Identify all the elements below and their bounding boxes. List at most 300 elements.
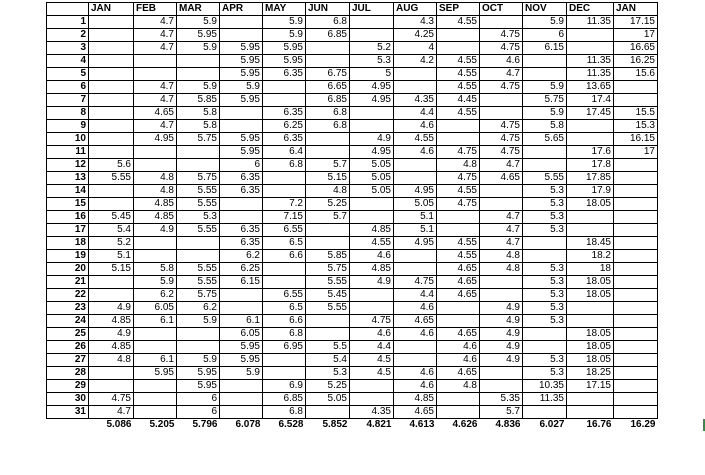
- price-cell[interactable]: 5.9: [263, 16, 306, 29]
- price-cell[interactable]: 18.05: [567, 354, 614, 367]
- price-cell[interactable]: [220, 406, 263, 419]
- price-cell[interactable]: [567, 224, 614, 237]
- price-cell[interactable]: [177, 159, 220, 172]
- price-cell[interactable]: 4.25: [394, 29, 437, 42]
- price-cell[interactable]: 17.15: [567, 380, 614, 393]
- day-label[interactable]: 7: [47, 94, 89, 107]
- price-cell[interactable]: [614, 328, 658, 341]
- price-cell[interactable]: [567, 120, 614, 133]
- price-cell[interactable]: 4.75: [394, 276, 437, 289]
- price-cell[interactable]: [394, 250, 437, 263]
- price-cell[interactable]: 4.55: [437, 250, 480, 263]
- price-cell[interactable]: 4.7: [480, 211, 523, 224]
- price-cell[interactable]: 5.9: [523, 81, 567, 94]
- price-cell[interactable]: 5.95: [220, 94, 263, 107]
- price-cell[interactable]: 4.65: [394, 315, 437, 328]
- price-cell[interactable]: 5.05: [350, 159, 394, 172]
- price-cell[interactable]: 4.85: [89, 341, 134, 354]
- price-cell[interactable]: 4: [394, 42, 437, 55]
- price-cell[interactable]: [220, 211, 263, 224]
- price-cell[interactable]: 4.75: [480, 29, 523, 42]
- price-cell[interactable]: 15.3: [614, 120, 658, 133]
- price-cell[interactable]: [614, 224, 658, 237]
- price-cell[interactable]: [220, 198, 263, 211]
- month-header[interactable]: JAN: [614, 3, 658, 16]
- price-cell[interactable]: 6.5: [263, 237, 306, 250]
- price-cell[interactable]: 5.3: [523, 354, 567, 367]
- price-cell[interactable]: [350, 289, 394, 302]
- day-label[interactable]: 15: [47, 198, 89, 211]
- price-cell[interactable]: [306, 133, 350, 146]
- price-cell[interactable]: 18: [567, 263, 614, 276]
- price-cell[interactable]: [614, 94, 658, 107]
- price-cell[interactable]: [394, 354, 437, 367]
- price-cell[interactable]: 4.55: [437, 81, 480, 94]
- price-cell[interactable]: 6: [523, 29, 567, 42]
- price-cell[interactable]: [614, 406, 658, 419]
- price-cell[interactable]: 18.05: [567, 276, 614, 289]
- price-cell[interactable]: 4.8: [480, 263, 523, 276]
- price-cell[interactable]: 5.3: [177, 211, 220, 224]
- day-label[interactable]: 21: [47, 276, 89, 289]
- price-cell[interactable]: [437, 393, 480, 406]
- price-cell[interactable]: 5.15: [89, 263, 134, 276]
- price-cell[interactable]: 5.95: [220, 354, 263, 367]
- price-cell[interactable]: [437, 406, 480, 419]
- price-cell[interactable]: [567, 42, 614, 55]
- price-cell[interactable]: 5.55: [177, 224, 220, 237]
- price-cell[interactable]: 17.45: [567, 107, 614, 120]
- price-cell[interactable]: [394, 263, 437, 276]
- monthly-average[interactable]: 16.29: [630, 419, 656, 431]
- price-cell[interactable]: 4.5: [350, 367, 394, 380]
- price-cell[interactable]: [614, 276, 658, 289]
- price-cell[interactable]: 6.4: [263, 146, 306, 159]
- price-cell[interactable]: [567, 315, 614, 328]
- price-cell[interactable]: 6.35: [263, 107, 306, 120]
- price-cell[interactable]: 5.55: [177, 198, 220, 211]
- price-cell[interactable]: [480, 367, 523, 380]
- price-cell[interactable]: 6.2: [220, 250, 263, 263]
- day-label[interactable]: 22: [47, 289, 89, 302]
- month-header[interactable]: OCT: [480, 3, 523, 16]
- price-cell[interactable]: 4.75: [480, 120, 523, 133]
- month-header[interactable]: FEB: [134, 3, 177, 16]
- price-cell[interactable]: 5.55: [177, 263, 220, 276]
- price-cell[interactable]: [306, 42, 350, 55]
- price-cell[interactable]: [437, 315, 480, 328]
- price-cell[interactable]: 5.05: [306, 393, 350, 406]
- day-label[interactable]: 6: [47, 81, 89, 94]
- price-cell[interactable]: 6.35: [220, 237, 263, 250]
- price-cell[interactable]: [480, 94, 523, 107]
- price-cell[interactable]: 5.25: [306, 380, 350, 393]
- price-cell[interactable]: [437, 120, 480, 133]
- price-cell[interactable]: 5.3: [523, 276, 567, 289]
- price-cell[interactable]: 5.95: [134, 367, 177, 380]
- price-cell[interactable]: 15.6: [614, 68, 658, 81]
- price-cell[interactable]: 5.3: [523, 263, 567, 276]
- price-cell[interactable]: 5.15: [306, 172, 350, 185]
- price-cell[interactable]: [614, 185, 658, 198]
- price-cell[interactable]: [350, 29, 394, 42]
- price-cell[interactable]: [306, 328, 350, 341]
- day-label[interactable]: 28: [47, 367, 89, 380]
- price-cell[interactable]: [614, 354, 658, 367]
- price-cell[interactable]: 17.6: [567, 146, 614, 159]
- day-label[interactable]: 19: [47, 250, 89, 263]
- price-cell[interactable]: 4.9: [480, 315, 523, 328]
- price-cell[interactable]: 4.9: [89, 302, 134, 315]
- price-cell[interactable]: 6.05: [220, 328, 263, 341]
- price-cell[interactable]: 4.55: [437, 237, 480, 250]
- price-cell[interactable]: 4.65: [437, 328, 480, 341]
- price-cell[interactable]: 5.95: [177, 367, 220, 380]
- price-cell[interactable]: [89, 276, 134, 289]
- price-cell[interactable]: [614, 159, 658, 172]
- price-cell[interactable]: [306, 146, 350, 159]
- price-cell[interactable]: 5.9: [177, 42, 220, 55]
- price-cell[interactable]: 5.45: [89, 211, 134, 224]
- price-cell[interactable]: [89, 198, 134, 211]
- monthly-average[interactable]: 6.078: [235, 419, 261, 431]
- price-cell[interactable]: [350, 16, 394, 29]
- price-cell[interactable]: 6: [220, 159, 263, 172]
- price-cell[interactable]: 6.35: [263, 68, 306, 81]
- price-cell[interactable]: [437, 42, 480, 55]
- price-cell[interactable]: 6.85: [263, 393, 306, 406]
- price-cell[interactable]: 4.95: [350, 81, 394, 94]
- price-cell[interactable]: [220, 393, 263, 406]
- day-label[interactable]: 25: [47, 328, 89, 341]
- monthly-average[interactable]: 6.027: [539, 419, 565, 431]
- day-label[interactable]: 17: [47, 224, 89, 237]
- price-cell[interactable]: 4.85: [350, 263, 394, 276]
- price-cell[interactable]: 4.85: [89, 315, 134, 328]
- price-cell[interactable]: 18.05: [567, 328, 614, 341]
- price-cell[interactable]: [177, 237, 220, 250]
- price-cell[interactable]: 4.6: [394, 146, 437, 159]
- price-cell[interactable]: [350, 393, 394, 406]
- monthly-average[interactable]: 4.821: [366, 419, 392, 431]
- price-cell[interactable]: 4.7: [134, 42, 177, 55]
- price-cell[interactable]: [614, 250, 658, 263]
- price-cell[interactable]: 6.9: [263, 380, 306, 393]
- monthly-average[interactable]: 5.086: [106, 419, 132, 431]
- price-cell[interactable]: 4.7: [134, 94, 177, 107]
- price-cell[interactable]: 5.85: [177, 94, 220, 107]
- price-cell[interactable]: 4.55: [437, 55, 480, 68]
- price-cell[interactable]: 4.75: [480, 133, 523, 146]
- price-cell[interactable]: 17: [614, 29, 658, 42]
- price-cell[interactable]: 11.35: [567, 16, 614, 29]
- price-cell[interactable]: [437, 133, 480, 146]
- price-cell[interactable]: [263, 81, 306, 94]
- price-cell[interactable]: 6.1: [134, 315, 177, 328]
- price-cell[interactable]: 4.8: [437, 159, 480, 172]
- price-cell[interactable]: 4.85: [134, 211, 177, 224]
- price-cell[interactable]: 4.7: [134, 120, 177, 133]
- price-cell[interactable]: 4.7: [134, 81, 177, 94]
- price-cell[interactable]: [134, 68, 177, 81]
- price-cell[interactable]: 5.85: [306, 250, 350, 263]
- price-cell[interactable]: [306, 406, 350, 419]
- price-cell[interactable]: 6.85: [306, 94, 350, 107]
- price-cell[interactable]: [306, 55, 350, 68]
- price-cell[interactable]: 5.75: [177, 172, 220, 185]
- price-cell[interactable]: 5.3: [306, 367, 350, 380]
- price-cell[interactable]: [523, 237, 567, 250]
- price-cell[interactable]: [134, 237, 177, 250]
- price-cell[interactable]: [567, 393, 614, 406]
- price-cell[interactable]: 7.2: [263, 198, 306, 211]
- price-cell[interactable]: 16.25: [614, 55, 658, 68]
- price-cell[interactable]: 6.8: [306, 107, 350, 120]
- price-cell[interactable]: 4.85: [350, 224, 394, 237]
- price-cell[interactable]: [480, 276, 523, 289]
- price-cell[interactable]: [480, 198, 523, 211]
- price-cell[interactable]: [89, 42, 134, 55]
- price-cell[interactable]: 4.75: [350, 315, 394, 328]
- price-cell[interactable]: 5.95: [220, 341, 263, 354]
- price-cell[interactable]: [177, 341, 220, 354]
- price-cell[interactable]: [437, 211, 480, 224]
- price-cell[interactable]: 5.4: [89, 224, 134, 237]
- price-cell[interactable]: 5.75: [523, 94, 567, 107]
- price-cell[interactable]: [89, 55, 134, 68]
- price-cell[interactable]: [134, 406, 177, 419]
- price-cell[interactable]: 4.65: [437, 367, 480, 380]
- price-cell[interactable]: [263, 185, 306, 198]
- price-cell[interactable]: 5.1: [89, 250, 134, 263]
- price-cell[interactable]: 4.7: [89, 406, 134, 419]
- price-cell[interactable]: 17.15: [614, 16, 658, 29]
- day-label[interactable]: 11: [47, 146, 89, 159]
- price-cell[interactable]: [523, 250, 567, 263]
- price-cell[interactable]: 5.95: [263, 42, 306, 55]
- price-cell[interactable]: [523, 406, 567, 419]
- price-cell[interactable]: 5.9: [177, 81, 220, 94]
- price-cell[interactable]: [523, 146, 567, 159]
- price-cell[interactable]: [134, 328, 177, 341]
- price-cell[interactable]: 6.8: [263, 328, 306, 341]
- price-cell[interactable]: [394, 341, 437, 354]
- price-cell[interactable]: 5.8: [177, 107, 220, 120]
- price-cell[interactable]: [614, 81, 658, 94]
- price-cell[interactable]: [567, 302, 614, 315]
- price-cell[interactable]: [134, 55, 177, 68]
- day-label[interactable]: 30: [47, 393, 89, 406]
- price-cell[interactable]: [567, 133, 614, 146]
- price-cell[interactable]: 4.65: [480, 172, 523, 185]
- price-cell[interactable]: [89, 185, 134, 198]
- price-cell[interactable]: 4.65: [437, 289, 480, 302]
- month-header[interactable]: SEP: [437, 3, 480, 16]
- day-label[interactable]: 31: [47, 406, 89, 419]
- price-cell[interactable]: 7.15: [263, 211, 306, 224]
- price-cell[interactable]: 5.9: [220, 81, 263, 94]
- price-cell[interactable]: 5.7: [306, 211, 350, 224]
- price-cell[interactable]: 18.05: [567, 289, 614, 302]
- price-cell[interactable]: [350, 211, 394, 224]
- price-cell[interactable]: 5.55: [177, 185, 220, 198]
- price-cell[interactable]: 4.95: [394, 185, 437, 198]
- price-cell[interactable]: 5.05: [350, 172, 394, 185]
- price-cell[interactable]: 11.35: [523, 393, 567, 406]
- price-cell[interactable]: 18.2: [567, 250, 614, 263]
- price-cell[interactable]: [134, 146, 177, 159]
- price-cell[interactable]: 4.75: [89, 393, 134, 406]
- price-cell[interactable]: 4.8: [437, 380, 480, 393]
- price-cell[interactable]: [263, 276, 306, 289]
- price-cell[interactable]: 4.6: [437, 341, 480, 354]
- price-cell[interactable]: [263, 94, 306, 107]
- price-cell[interactable]: 6.1: [134, 354, 177, 367]
- price-cell[interactable]: 5.6: [89, 159, 134, 172]
- price-cell[interactable]: 4.4: [394, 107, 437, 120]
- price-cell[interactable]: [614, 380, 658, 393]
- price-cell[interactable]: 4.9: [134, 224, 177, 237]
- day-label[interactable]: 24: [47, 315, 89, 328]
- price-cell[interactable]: 4.6: [394, 302, 437, 315]
- price-cell[interactable]: 5.95: [220, 68, 263, 81]
- price-cell[interactable]: 5.3: [523, 315, 567, 328]
- price-cell[interactable]: [614, 237, 658, 250]
- price-cell[interactable]: [394, 172, 437, 185]
- price-cell[interactable]: 5.55: [523, 172, 567, 185]
- price-cell[interactable]: 4.65: [437, 276, 480, 289]
- price-cell[interactable]: 5.75: [177, 289, 220, 302]
- price-cell[interactable]: 5.05: [350, 185, 394, 198]
- price-cell[interactable]: [134, 159, 177, 172]
- price-cell[interactable]: 5.8: [523, 120, 567, 133]
- price-cell[interactable]: 5.95: [220, 42, 263, 55]
- day-label[interactable]: 20: [47, 263, 89, 276]
- price-cell[interactable]: 4.75: [480, 81, 523, 94]
- price-cell[interactable]: 4.7: [134, 29, 177, 42]
- price-cell[interactable]: 4.5: [350, 354, 394, 367]
- day-label[interactable]: 29: [47, 380, 89, 393]
- price-cell[interactable]: 4.65: [134, 107, 177, 120]
- price-cell[interactable]: 17: [614, 146, 658, 159]
- price-cell[interactable]: 6.6: [263, 315, 306, 328]
- price-cell[interactable]: 5.9: [523, 107, 567, 120]
- price-cell[interactable]: [614, 263, 658, 276]
- price-cell[interactable]: [394, 159, 437, 172]
- price-cell[interactable]: 4.7: [480, 224, 523, 237]
- day-label[interactable]: 16: [47, 211, 89, 224]
- monthly-average[interactable]: 5.205: [149, 419, 175, 431]
- price-cell[interactable]: [567, 406, 614, 419]
- price-cell[interactable]: [263, 172, 306, 185]
- price-cell[interactable]: 4.95: [134, 133, 177, 146]
- price-cell[interactable]: [220, 107, 263, 120]
- price-cell[interactable]: 5.95: [220, 55, 263, 68]
- price-cell[interactable]: 4.55: [350, 237, 394, 250]
- price-cell[interactable]: [480, 16, 523, 29]
- price-cell[interactable]: [614, 198, 658, 211]
- month-header[interactable]: NOV: [523, 3, 567, 16]
- price-cell[interactable]: 5.3: [523, 224, 567, 237]
- price-cell[interactable]: 6.1: [220, 315, 263, 328]
- price-cell[interactable]: [480, 185, 523, 198]
- price-cell[interactable]: 5.35: [480, 393, 523, 406]
- price-cell[interactable]: [523, 68, 567, 81]
- price-cell[interactable]: 5.55: [177, 276, 220, 289]
- day-label[interactable]: 26: [47, 341, 89, 354]
- price-cell[interactable]: 5.7: [480, 406, 523, 419]
- price-cell[interactable]: [134, 250, 177, 263]
- price-cell[interactable]: [263, 367, 306, 380]
- month-header[interactable]: JUN: [306, 3, 350, 16]
- price-cell[interactable]: 4.65: [437, 263, 480, 276]
- price-cell[interactable]: 6.65: [306, 81, 350, 94]
- price-cell[interactable]: [177, 250, 220, 263]
- price-cell[interactable]: 5.45: [306, 289, 350, 302]
- price-cell[interactable]: 6.5: [263, 302, 306, 315]
- price-cell[interactable]: 4.75: [437, 198, 480, 211]
- price-cell[interactable]: 17.8: [567, 159, 614, 172]
- price-cell[interactable]: 11.35: [567, 68, 614, 81]
- price-cell[interactable]: 5.9: [177, 16, 220, 29]
- monthly-average[interactable]: 5.796: [192, 419, 218, 431]
- price-cell[interactable]: 5.95: [177, 380, 220, 393]
- price-cell[interactable]: [89, 146, 134, 159]
- price-cell[interactable]: 5.9: [177, 315, 220, 328]
- price-cell[interactable]: 4.9: [480, 328, 523, 341]
- day-label[interactable]: 3: [47, 42, 89, 55]
- price-cell[interactable]: [220, 302, 263, 315]
- monthly-average[interactable]: 4.613: [409, 419, 435, 431]
- price-cell[interactable]: [177, 146, 220, 159]
- month-header[interactable]: DEC: [567, 3, 614, 16]
- price-cell[interactable]: 15.5: [614, 107, 658, 120]
- price-cell[interactable]: 4.75: [437, 172, 480, 185]
- price-cell[interactable]: [220, 120, 263, 133]
- price-cell[interactable]: 17.9: [567, 185, 614, 198]
- monthly-average[interactable]: 4.626: [452, 419, 478, 431]
- price-cell[interactable]: 4.8: [306, 185, 350, 198]
- price-cell[interactable]: 4.85: [394, 393, 437, 406]
- price-cell[interactable]: [567, 211, 614, 224]
- price-cell[interactable]: 4.8: [480, 250, 523, 263]
- price-cell[interactable]: 5.9: [263, 29, 306, 42]
- price-cell[interactable]: 5.2: [89, 237, 134, 250]
- price-cell[interactable]: 4.55: [437, 16, 480, 29]
- price-cell[interactable]: 18.45: [567, 237, 614, 250]
- day-label[interactable]: 23: [47, 302, 89, 315]
- price-cell[interactable]: 6.35: [220, 224, 263, 237]
- price-cell[interactable]: 6.25: [220, 263, 263, 276]
- price-cell[interactable]: [263, 263, 306, 276]
- price-cell[interactable]: 5.3: [523, 198, 567, 211]
- price-cell[interactable]: 4.35: [394, 94, 437, 107]
- price-cell[interactable]: 5: [350, 68, 394, 81]
- price-cell[interactable]: 13.65: [567, 81, 614, 94]
- price-cell[interactable]: 6.55: [263, 289, 306, 302]
- price-cell[interactable]: 5.05: [394, 198, 437, 211]
- price-cell[interactable]: [220, 29, 263, 42]
- price-cell[interactable]: 4.7: [480, 159, 523, 172]
- day-label[interactable]: 10: [47, 133, 89, 146]
- price-cell[interactable]: [177, 68, 220, 81]
- price-cell[interactable]: [89, 29, 134, 42]
- price-cell[interactable]: [480, 107, 523, 120]
- price-cell[interactable]: 5.3: [523, 185, 567, 198]
- price-cell[interactable]: [614, 367, 658, 380]
- price-cell[interactable]: [350, 107, 394, 120]
- price-cell[interactable]: 6.8: [306, 120, 350, 133]
